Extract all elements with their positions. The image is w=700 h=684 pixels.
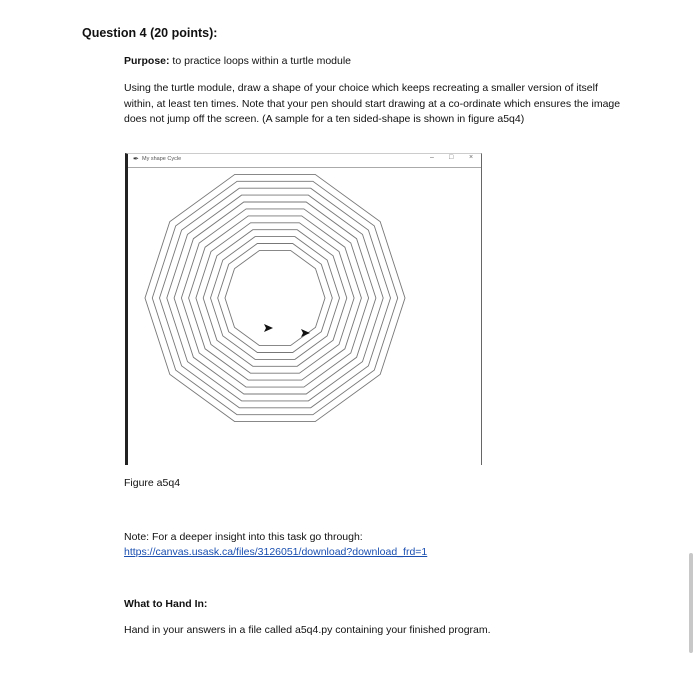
- note-block: [124, 530, 427, 560]
- hand-in-title: What to Hand In:: [124, 598, 208, 610]
- feather-icon: ✒: [133, 156, 139, 163]
- turtle-cursor-icon: [301, 329, 310, 337]
- purpose-text: to practice loops within a turtle module: [169, 55, 352, 67]
- decagon-outline: [218, 244, 333, 353]
- turtle-window: [125, 153, 482, 465]
- minimize-icon[interactable]: –: [430, 154, 434, 161]
- decagon-outline: [145, 174, 405, 421]
- nested-decagon-drawing: [128, 168, 481, 466]
- purpose-label: Purpose:: [124, 55, 170, 67]
- decagon-outline: [167, 195, 383, 401]
- question-title: Question 4 (20 points):: [82, 26, 218, 40]
- note-text: Note: For a deeper insight into this task go through:: [124, 531, 363, 543]
- figure-caption: Figure a5q4: [124, 477, 181, 489]
- window-title: My shape Cycle: [142, 156, 182, 162]
- turtle-canvas: [128, 167, 481, 465]
- decagon-outline: [174, 202, 376, 394]
- decagon-outline: [211, 237, 340, 360]
- purpose-line: [124, 55, 351, 67]
- scrollbar[interactable]: [689, 553, 693, 653]
- decagon-outline: [225, 250, 325, 345]
- close-icon[interactable]: ×: [469, 154, 474, 161]
- hand-in-text: Hand in your answers in a file called a5q4.py containing your finished program.: [124, 624, 491, 636]
- download-link[interactable]: https://canvas.usask.ca/files/3126051/download?download_frd=1: [124, 546, 428, 558]
- maximize-icon[interactable]: □: [449, 154, 454, 161]
- turtle-cursor-icon: [264, 324, 273, 332]
- window-titlebar: [128, 154, 481, 166]
- decagon-outline: [189, 216, 362, 380]
- decagon-outline: [160, 188, 391, 408]
- decagon-outline: [181, 209, 368, 387]
- decagon-outline: [196, 223, 354, 373]
- instructions-paragraph: Using the turtle module, draw a shape of your choice which keeps recreating a smaller version of itself within, at least ten times. Note that your pen should start drawing at a co-ordinate which ensures the image does not jump off the screen. (A sample for a ten sided-shape is shown in figure a5q4): [124, 82, 621, 125]
